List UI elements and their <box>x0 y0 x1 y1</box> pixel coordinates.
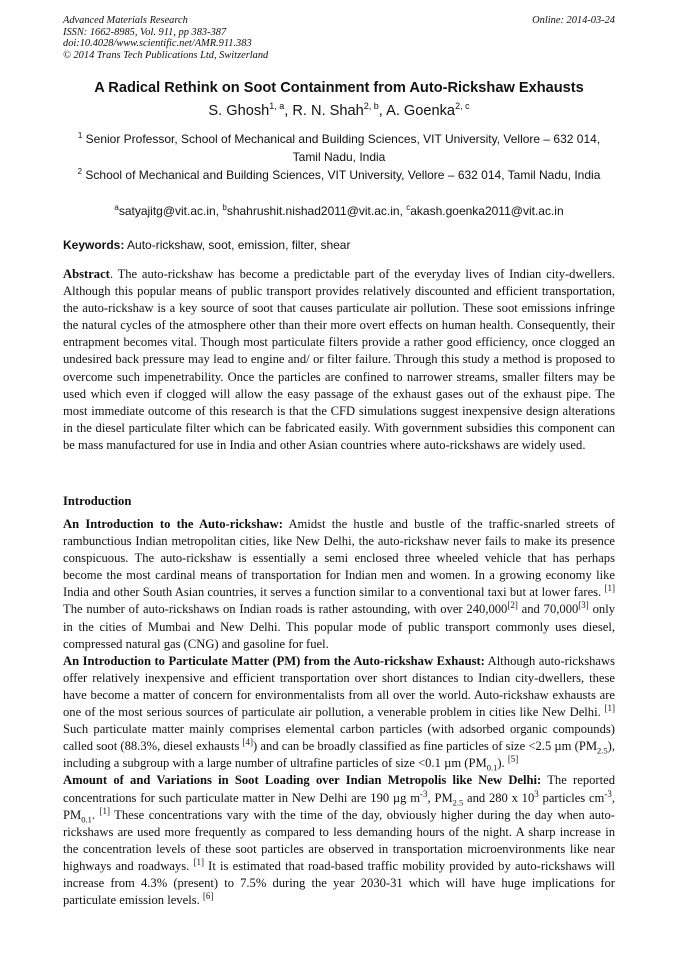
affiliation-number: 2 <box>77 167 83 176</box>
paragraph-text: It is estimated that road-based traffic mobility provided by auto-rickshaws will increase from 4.3% (present) to 7.5% during the year 2030-31 which will have huge implications for particulate emission levels. <box>63 858 615 908</box>
intro-paragraph-2 <box>63 653 615 773</box>
author-name: R. N. Shah <box>292 103 364 119</box>
paragraph-lead: Amount of and Variations in Soot Loading over Indian Metropolis like New Delhi: <box>63 773 542 788</box>
citation[interactable]: [1] <box>604 583 615 594</box>
author-sup: 2, c <box>455 101 470 112</box>
journal-name: Advanced Materials Research <box>63 15 188 26</box>
paragraph-text: The reported concentrations for such particulate matter in New Delhi are 190 µg m <box>63 773 615 805</box>
email-sup: c <box>406 203 411 212</box>
email-sup: a <box>114 203 119 212</box>
paragraph-text: particles cm <box>538 790 605 805</box>
superscript: 3 <box>534 788 539 799</box>
paragraph-text: Such particulate matter mainly comprises elemental carbon particles (with adsorbed organic compounds) called soot (88.3%, diesel exhausts <box>63 722 615 754</box>
intro-paragraph-1 <box>63 516 615 653</box>
superscript: -3 <box>420 788 428 799</box>
subscript: 2.5 <box>597 745 608 756</box>
paragraph-text: Amidst the hustle and bustle of the traffic-snarled streets of rambunctious Indian metropolitan cities, like New Delhi, the auto-rickshaw never fails to make its presence conspicuous. The auto-rickshaw is essentially a semi enclosed three wheeled vehicle that has perhaps become the most cardinal means of transportation for Indian men and women. In a growing economy like India and other South Asian countries, it serves a function similar to a conventional taxi but at lower fares. <box>63 517 615 600</box>
citation[interactable]: [1] <box>193 856 204 867</box>
abstract-text: . The auto-rickshaw has become a predictable part of the everyday lives of Indian city-dwellers. Although this popular means of public transport provides relatively discounted and efficient transportation, the auto-rickshaw is a key source of soot that causes particulate air pollution. These soot emissions infringe the natural cycles of the atmosphere other than their more overt effects on human health. Consequently, their entrapment becomes vital. Though most particulate filters provide a rather good efficiency, once clogged an undesired back pressure may lead to engine and/ or filter failure. Through this study a method is proposed to overcome such impenetrability. Once the particles are confined to narrower streams, smaller filters may be used which even if clogged will allow the easy passage of the exhaust gases out of the exhaust pipe. The most immediate outcome of this research is that the CFD simulations suggest inexpensive design alterations in the diesel particulate filter which can be fabricated easily. With government subsidies this component can be mass manufactured for use in India and other Asian countries where auto-rickshaws are widely used. <box>63 267 615 452</box>
online-date: Online: 2014-03-24 <box>532 15 615 26</box>
paragraph-text: These concentrations vary with the time of the day, obviously higher during the day when auto-rickshaws are used more frequently as compared to less demanding hours of the night. A sharp increase in the concentration levels of these soot particles are observed in transportation microenvironments like near highways and roadways. <box>63 807 616 873</box>
intro-paragraph-3 <box>63 772 615 909</box>
affiliation-text: School of Mechanical and Building Sciences, VIT University, Vellore – 632 014, Tamil Nadu, India <box>85 168 601 182</box>
email-address[interactable]: akash.goenka2011@vit.ac.in <box>410 204 564 218</box>
keywords-text: Auto-rickshaw, soot, emission, filter, shear <box>127 238 351 252</box>
citation[interactable]: [6] <box>202 890 214 901</box>
paragraph-text: ). <box>497 756 508 771</box>
email-sup: b <box>222 203 227 212</box>
paragraph-text: ) and can be broadly classified as fine particles of size <2.5 µm (PM <box>253 739 598 754</box>
author-separator: , <box>284 103 293 119</box>
email-address[interactable]: satyajitg@vit.ac.in <box>118 204 216 218</box>
keywords-label: Keywords: <box>63 238 125 252</box>
author-separator: , <box>378 103 387 119</box>
subscript: 0.1 <box>486 762 498 773</box>
journal-header <box>63 15 615 61</box>
paragraph-text: only in the cities of Mumbai and New Delhi. This popular mode of public transport commonly uses diesel, compressed natural gas (CNG) and gasoline for fuel. <box>63 602 615 651</box>
subscript: 2.5 <box>452 797 464 808</box>
paragraph-text: and 280 x 10 <box>463 790 535 805</box>
citation[interactable]: [3] <box>578 600 589 611</box>
paragraph-lead: An Introduction to the Auto-rickshaw: <box>63 517 283 531</box>
citation[interactable]: [1] <box>604 702 615 713</box>
issn-line: ISSN: 1662-8985, Vol. 911, pp 383-387 <box>63 26 227 38</box>
abstract-label: Abstract <box>63 267 110 281</box>
paragraph-text: Although auto-rickshaws offer relatively inexpensive and efficient transportation over short distances to Indian city-dwellers, these have become a matter of concern for environmentalists from all over the world. Auto-rickshaw exhausts are one of the most serious sources of particulate air pollution, a venerable problem in cities like New Delhi. <box>63 653 615 720</box>
author-sup: 2, b <box>363 101 379 112</box>
introduction-body <box>63 516 615 909</box>
affiliation-1 <box>66 130 612 166</box>
keywords <box>63 238 615 253</box>
paragraph-text: and 70,000 <box>517 602 579 617</box>
paragraph-lead: An Introduction to Particulate Matter (PM) from the Auto-rickshaw Exhaust: <box>63 653 485 668</box>
doi-line: doi:10.4028/www.scientific.net/AMR.911.383 <box>63 38 252 50</box>
paragraph-text: ), including a subgroup with a large number of ultrafine particles of size <0.1 µm (PM <box>63 739 615 771</box>
affiliation-text: Senior Professor, School of Mechanical and Building Sciences, VIT University, Vellore – 632 014, Tamil Nadu, India <box>85 132 601 164</box>
affiliation-number: 1 <box>77 131 83 140</box>
citation[interactable]: [2] <box>507 600 518 611</box>
affiliation-2 <box>66 166 612 184</box>
email-address[interactable]: shahrushit.nishad2011@vit.ac.in <box>226 204 400 218</box>
email-list <box>66 202 612 220</box>
author-name: A. Goenka <box>386 103 456 119</box>
author-sup: 1, a <box>269 101 285 112</box>
paragraph-text: , PM <box>427 790 453 805</box>
subscript: 0.1 <box>81 814 92 825</box>
citation[interactable]: [1] <box>99 805 110 816</box>
email-separator: , <box>215 204 223 218</box>
abstract <box>63 266 615 454</box>
paragraph-text: , PM <box>63 790 615 822</box>
superscript: -3 <box>604 788 612 799</box>
citation[interactable]: [4] <box>242 737 254 748</box>
email-separator: , <box>399 204 407 218</box>
citation[interactable]: [5] <box>507 754 519 765</box>
paragraph-text: . <box>91 807 100 822</box>
introduction-heading: Introduction <box>63 494 132 508</box>
author-list <box>40 103 638 119</box>
copyright-line: © 2014 Trans Tech Publications Ltd, Switzerland <box>63 49 269 61</box>
author-name: S. Ghosh <box>208 103 270 119</box>
paragraph-text: The number of auto-rickshaws on Indian roads is rather astounding, with over 240,000 <box>63 602 508 617</box>
paper-title: A Radical Rethink on Soot Containment from Auto-Rickshaw Exhausts <box>94 80 584 96</box>
